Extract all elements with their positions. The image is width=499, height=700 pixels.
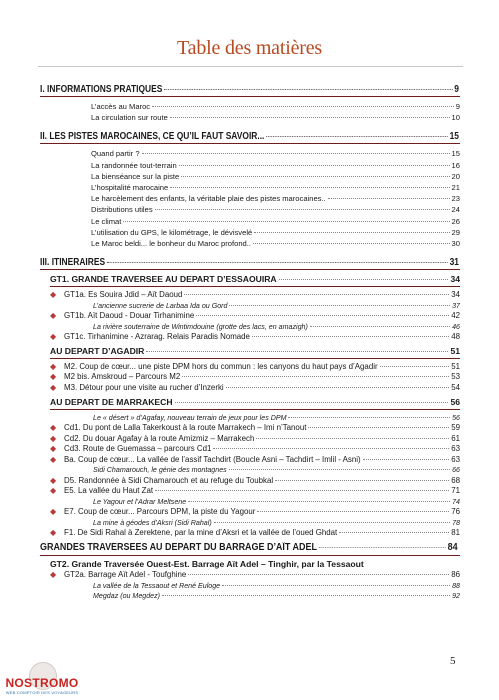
section-divider [40, 96, 460, 97]
dot-leader [363, 459, 450, 460]
toc-entry-label: L’hospitalité marocaine [91, 183, 169, 193]
dot-leader [257, 511, 449, 512]
toc-entry-label: Le Yagour et l’Adrar Meltsene [93, 497, 187, 506]
toc-entry-item[interactable] [40, 332, 460, 343]
toc-entry-label: AU DEPART D’AGADIR [50, 345, 145, 356]
group-divider [40, 555, 460, 556]
toc-entry-item[interactable] [40, 476, 460, 487]
toc-entry-page: 30 [451, 239, 460, 249]
dot-leader [266, 136, 448, 137]
diamond-bullet-icon: ◆ [50, 290, 57, 300]
toc-entry-label: E5. La vallée du Haut Zat [64, 486, 154, 496]
diamond-bullet-icon: ◆ [50, 361, 57, 371]
diamond-bullet-icon: ◆ [50, 486, 57, 496]
toc-entry-label: La circulation sur route [91, 113, 168, 123]
dot-leader [222, 585, 450, 586]
toc-entry-note[interactable] [40, 518, 460, 528]
toc-entry-big[interactable] [40, 542, 458, 554]
group-divider [50, 409, 460, 410]
dot-leader [229, 305, 450, 306]
dot-leader [308, 427, 449, 428]
dot-leader [170, 187, 449, 188]
toc-entry-label: Ba. Coup de cœur... La vallée de l’assif Tachdirt (Boucle Asni – Tachdirt – Imlil - Asni) [64, 454, 361, 464]
diamond-bullet-icon: ◆ [50, 332, 57, 342]
dot-leader [310, 326, 450, 327]
toc-entry-sub[interactable] [40, 101, 460, 112]
toc-entry-label: M2. Coup de cœur... une piste DPM hors du commun : les canyons du haut pays d’Agadir [64, 361, 378, 371]
toc-entry-item[interactable] [40, 486, 460, 497]
dot-leader [142, 153, 450, 154]
toc-entry-page: 54 [451, 383, 460, 393]
toc-entry-page: 88 [452, 581, 460, 590]
diamond-bullet-icon: ◆ [50, 444, 57, 454]
toc-entry-note[interactable] [40, 497, 460, 507]
toc-entry-label: D5. Randonnée à Sidi Chamarouch et au refuge du Toubkal [64, 475, 274, 485]
toc-entry-label: Quand partir ? [91, 149, 140, 159]
toc-entry-item[interactable] [40, 311, 460, 322]
toc-entry-sub[interactable] [40, 193, 460, 204]
toc-entry-label: III. ITINERAIRES [40, 257, 106, 269]
toc-entry-page: 15 [449, 131, 459, 143]
toc-entry-label: GRANDES TRAVERSEES AU DEPART DU BARRAGE D’AÏT ADEL [40, 541, 317, 553]
toc-entry-label: La vallée de la Tessaout et René Euloge [93, 581, 221, 590]
group-divider [50, 358, 460, 359]
toc-entry-page: 9 [455, 102, 460, 111]
toc-entry-item[interactable] [40, 423, 460, 434]
toc-entry-item[interactable] [40, 290, 460, 301]
toc-entry-item[interactable] [40, 372, 460, 383]
toc-entry-page: 21 [451, 183, 460, 193]
toc-entry-page: 74 [452, 497, 460, 506]
toc-entry-label: M3. Détour pour une visite au rucher d’Inzerki [64, 383, 224, 393]
toc-entry-label: L’accès au Maroc [91, 102, 151, 111]
toc-entry-page: 92 [452, 591, 460, 600]
dot-leader [179, 165, 450, 166]
toc-entry-page: 56 [452, 413, 460, 422]
toc-entry-group[interactable] [40, 346, 460, 357]
toc-entry-page: 51 [451, 361, 460, 371]
toc-entry-page: 46 [452, 322, 460, 331]
toc-entry-item[interactable] [40, 444, 460, 455]
toc-entry-label: L’ancienne sucrerie de Larbaa Ida ou Gord [93, 301, 228, 310]
toc-entry-sub[interactable] [40, 227, 460, 238]
toc-entry-label: La rivière souterraine de Wintimdouine (grotte des lacs, en amazigh) [93, 322, 308, 331]
toc-entry-item[interactable] [40, 434, 460, 445]
toc-entry-sub[interactable] [40, 112, 460, 123]
toc-entry-page: 71 [451, 486, 460, 496]
toc-entry-page: 59 [451, 423, 460, 433]
dot-leader [226, 387, 450, 388]
nostromo-logo [2, 662, 82, 698]
diamond-bullet-icon: ◆ [50, 423, 57, 433]
dot-leader [181, 176, 449, 177]
title-divider [38, 66, 463, 67]
group-divider [50, 286, 460, 287]
toc-entry-note[interactable] [40, 591, 460, 601]
toc-entry-sub[interactable] [40, 148, 460, 159]
dot-leader [146, 351, 448, 352]
toc-entry-label: Le Maroc beldi... le bonheur du Maroc profond.. [91, 239, 251, 249]
section-divider [40, 143, 460, 144]
toc-entry-label: E7. Coup de cœur... Parcours DPM, la piste du Yagour [64, 507, 256, 517]
toc-entry-label: La mine à géodes d’Aksri (Sidi Rahal) [93, 518, 212, 527]
toc-entry-item[interactable] [40, 570, 460, 581]
toc-entry-label: Le climat [91, 216, 122, 226]
toc-entry-label: M2 bis. Amskroud – Parcours M2 [64, 372, 181, 382]
toc-entry-page: 23 [451, 194, 460, 204]
toc-entry-label: Distributions utiles [91, 205, 153, 215]
toc-entry-note[interactable] [40, 322, 460, 332]
toc-entry-page: 86 [451, 569, 460, 579]
toc-entry-label: GT1a. Es Souira Jdid – Aït Daoud [64, 290, 183, 300]
toc-entry-label: Le « désert » d’Agafay, nouveau terrain de jeux pour les DPM [93, 413, 287, 422]
toc-entry-label: GT1. GRANDE TRAVERSEE AU DEPART D’ESSAOUIRA [50, 274, 277, 285]
dot-leader [107, 262, 448, 263]
toc-entry-page: 34 [450, 274, 460, 285]
diamond-bullet-icon: ◆ [50, 433, 57, 443]
dot-leader [339, 532, 449, 533]
dot-leader [184, 294, 449, 295]
dot-leader [253, 243, 450, 244]
toc-entry-label: II. LES PISTES MAROCAINES, CE QU’IL FAUT SAVOIR... [40, 131, 265, 143]
dot-leader [123, 221, 449, 222]
toc-entry-page: 10 [451, 113, 460, 123]
toc-entry-sub[interactable] [40, 204, 460, 215]
toc-entry-page: 26 [451, 216, 460, 226]
dot-leader [279, 279, 449, 280]
toc-entry-page: 63 [451, 454, 460, 464]
dot-leader [188, 574, 449, 575]
toc-entry-page: 56 [450, 396, 460, 407]
page-number: 5 [450, 655, 456, 667]
toc-entry-page: 24 [451, 205, 460, 215]
toc-entry-label: GT2. Grande Traversée Ouest-Est. Barrage Aït Adel – Tinghir, par la Tessaout [50, 558, 364, 569]
toc-entry-sub[interactable] [40, 216, 460, 227]
toc-entry-label: F1. De Sidi Rahal à Zerektene, par la mine d’Aksri et la vallée de l’oued Ghdat [64, 528, 338, 538]
diamond-bullet-icon: ◆ [50, 372, 57, 382]
section-divider [40, 269, 460, 270]
toc-entry-page: 31 [449, 257, 459, 269]
dot-leader [275, 480, 449, 481]
toc-entry-label: Cd3. Route de Guemassa – parcours Cd1 [64, 444, 212, 454]
dot-leader [188, 501, 450, 502]
diamond-bullet-icon: ◆ [50, 383, 57, 393]
dot-leader [288, 417, 450, 418]
diamond-bullet-icon: ◆ [50, 507, 57, 517]
toc-entry-label: Cd1. Du pont de Lalla Takerkoust à la route Marrakech – Imi n’Tanout [64, 423, 307, 433]
toc-entry-item[interactable] [40, 362, 460, 373]
toc-entry-label: GT2a. Barrage Aït Adel - Toufghine [64, 569, 187, 579]
page-title: Table des matières [177, 37, 322, 59]
toc-entry-label: Le harcèlement des enfants, la véritable plaie des pistes marocaines.. [91, 194, 326, 204]
toc-entry-label: GT1b. Aït Daoud - Douar Tirhanimine [64, 311, 195, 321]
dot-leader [256, 438, 449, 439]
toc-entry-page: 68 [451, 475, 460, 485]
toc-entry-label: Sidi Chamarouch, le génie des montagnes [93, 466, 227, 475]
toc-entry-item[interactable] [40, 455, 460, 466]
toc-entry-group2[interactable] [40, 559, 460, 570]
dot-leader [164, 89, 453, 90]
toc-entry-page: 61 [451, 433, 460, 443]
dot-leader [182, 376, 449, 377]
toc-entry-label: AU DEPART DE MARRAKECH [50, 396, 173, 407]
dot-leader [252, 336, 449, 337]
toc-entry-group[interactable] [40, 397, 460, 408]
dot-leader [213, 448, 449, 449]
toc-entry-sub[interactable] [40, 160, 460, 171]
dot-leader [319, 547, 446, 548]
toc-entry-label: La bienséance sur la piste [91, 171, 180, 181]
toc-entry-item[interactable] [40, 507, 460, 518]
logo-tagline: WEB COMPTOIR DES VOYAGEURS [5, 690, 79, 695]
toc-entry-page: 34 [451, 290, 460, 300]
toc-entry-note[interactable] [40, 413, 460, 423]
diamond-bullet-icon: ◆ [50, 454, 57, 464]
toc-entry-label: L’utilisation du GPS, le kilométrage, le dévisvelé [91, 227, 253, 237]
dot-leader [380, 366, 450, 367]
toc-entry-page: 15 [451, 149, 460, 159]
toc-entry-page: 53 [451, 372, 460, 382]
toc-entry-page: 20 [451, 171, 460, 181]
logo-name: NOSTROMO [5, 676, 79, 690]
dot-leader [152, 106, 454, 107]
dot-leader [254, 232, 449, 233]
toc-entry-label: La randonnée tout-terrain [91, 160, 177, 170]
toc-entry-page: 84 [447, 541, 458, 553]
dot-leader [155, 490, 449, 491]
toc-entry-item[interactable] [40, 383, 460, 394]
toc-entry-section[interactable] [40, 83, 459, 96]
toc-entry-note[interactable] [40, 465, 460, 475]
toc-entry-page: 37 [452, 301, 460, 310]
toc-entry-item[interactable] [40, 528, 460, 539]
toc-entry-label: I. INFORMATIONS PRATIQUES [40, 84, 163, 95]
dot-leader [170, 117, 450, 118]
dot-leader [328, 198, 450, 199]
toc-entry-section[interactable] [40, 256, 459, 269]
toc-entry-note[interactable] [40, 581, 460, 591]
diamond-bullet-icon: ◆ [50, 569, 57, 579]
toc-entry-page: 48 [451, 332, 460, 342]
diamond-bullet-icon: ◆ [50, 528, 57, 538]
diamond-bullet-icon: ◆ [50, 475, 57, 485]
toc-entry-label: Cd2. Du douar Agafay à la route Amizmiz – Marrakech [64, 433, 255, 443]
toc-entry-page: 9 [454, 84, 459, 95]
toc-entry-label: Megdaz (ou Megdez) [93, 591, 161, 600]
toc-entry-sub[interactable] [40, 182, 460, 193]
toc-entry-page: 63 [451, 444, 460, 454]
dot-leader [196, 315, 449, 316]
dot-leader [229, 469, 450, 470]
toc-entry-label: GT1c. Tirhanimine - Azrarag. Relais Paradis Nomade [64, 332, 250, 342]
dot-leader [214, 522, 450, 523]
toc-entry-page: 51 [450, 345, 460, 356]
toc-entry-page: 66 [452, 466, 460, 475]
toc-entry-sub[interactable] [40, 171, 460, 182]
toc-entry-page: 29 [451, 227, 460, 237]
toc-entry-section[interactable] [40, 130, 459, 143]
toc-entry-page: 76 [451, 507, 460, 517]
dot-leader [155, 209, 450, 210]
diamond-bullet-icon: ◆ [50, 311, 57, 321]
dot-leader [175, 402, 449, 403]
toc-entry-page: 81 [451, 528, 460, 538]
toc-entry-page: 78 [452, 518, 460, 527]
toc-entry-note[interactable] [40, 301, 460, 311]
toc-entry-page: 16 [451, 160, 460, 170]
toc-entry-group[interactable] [40, 274, 460, 285]
toc-entry-sub[interactable] [40, 238, 460, 249]
toc-entry-page: 42 [451, 311, 460, 321]
table-of-contents [40, 83, 460, 601]
dot-leader [162, 595, 450, 596]
